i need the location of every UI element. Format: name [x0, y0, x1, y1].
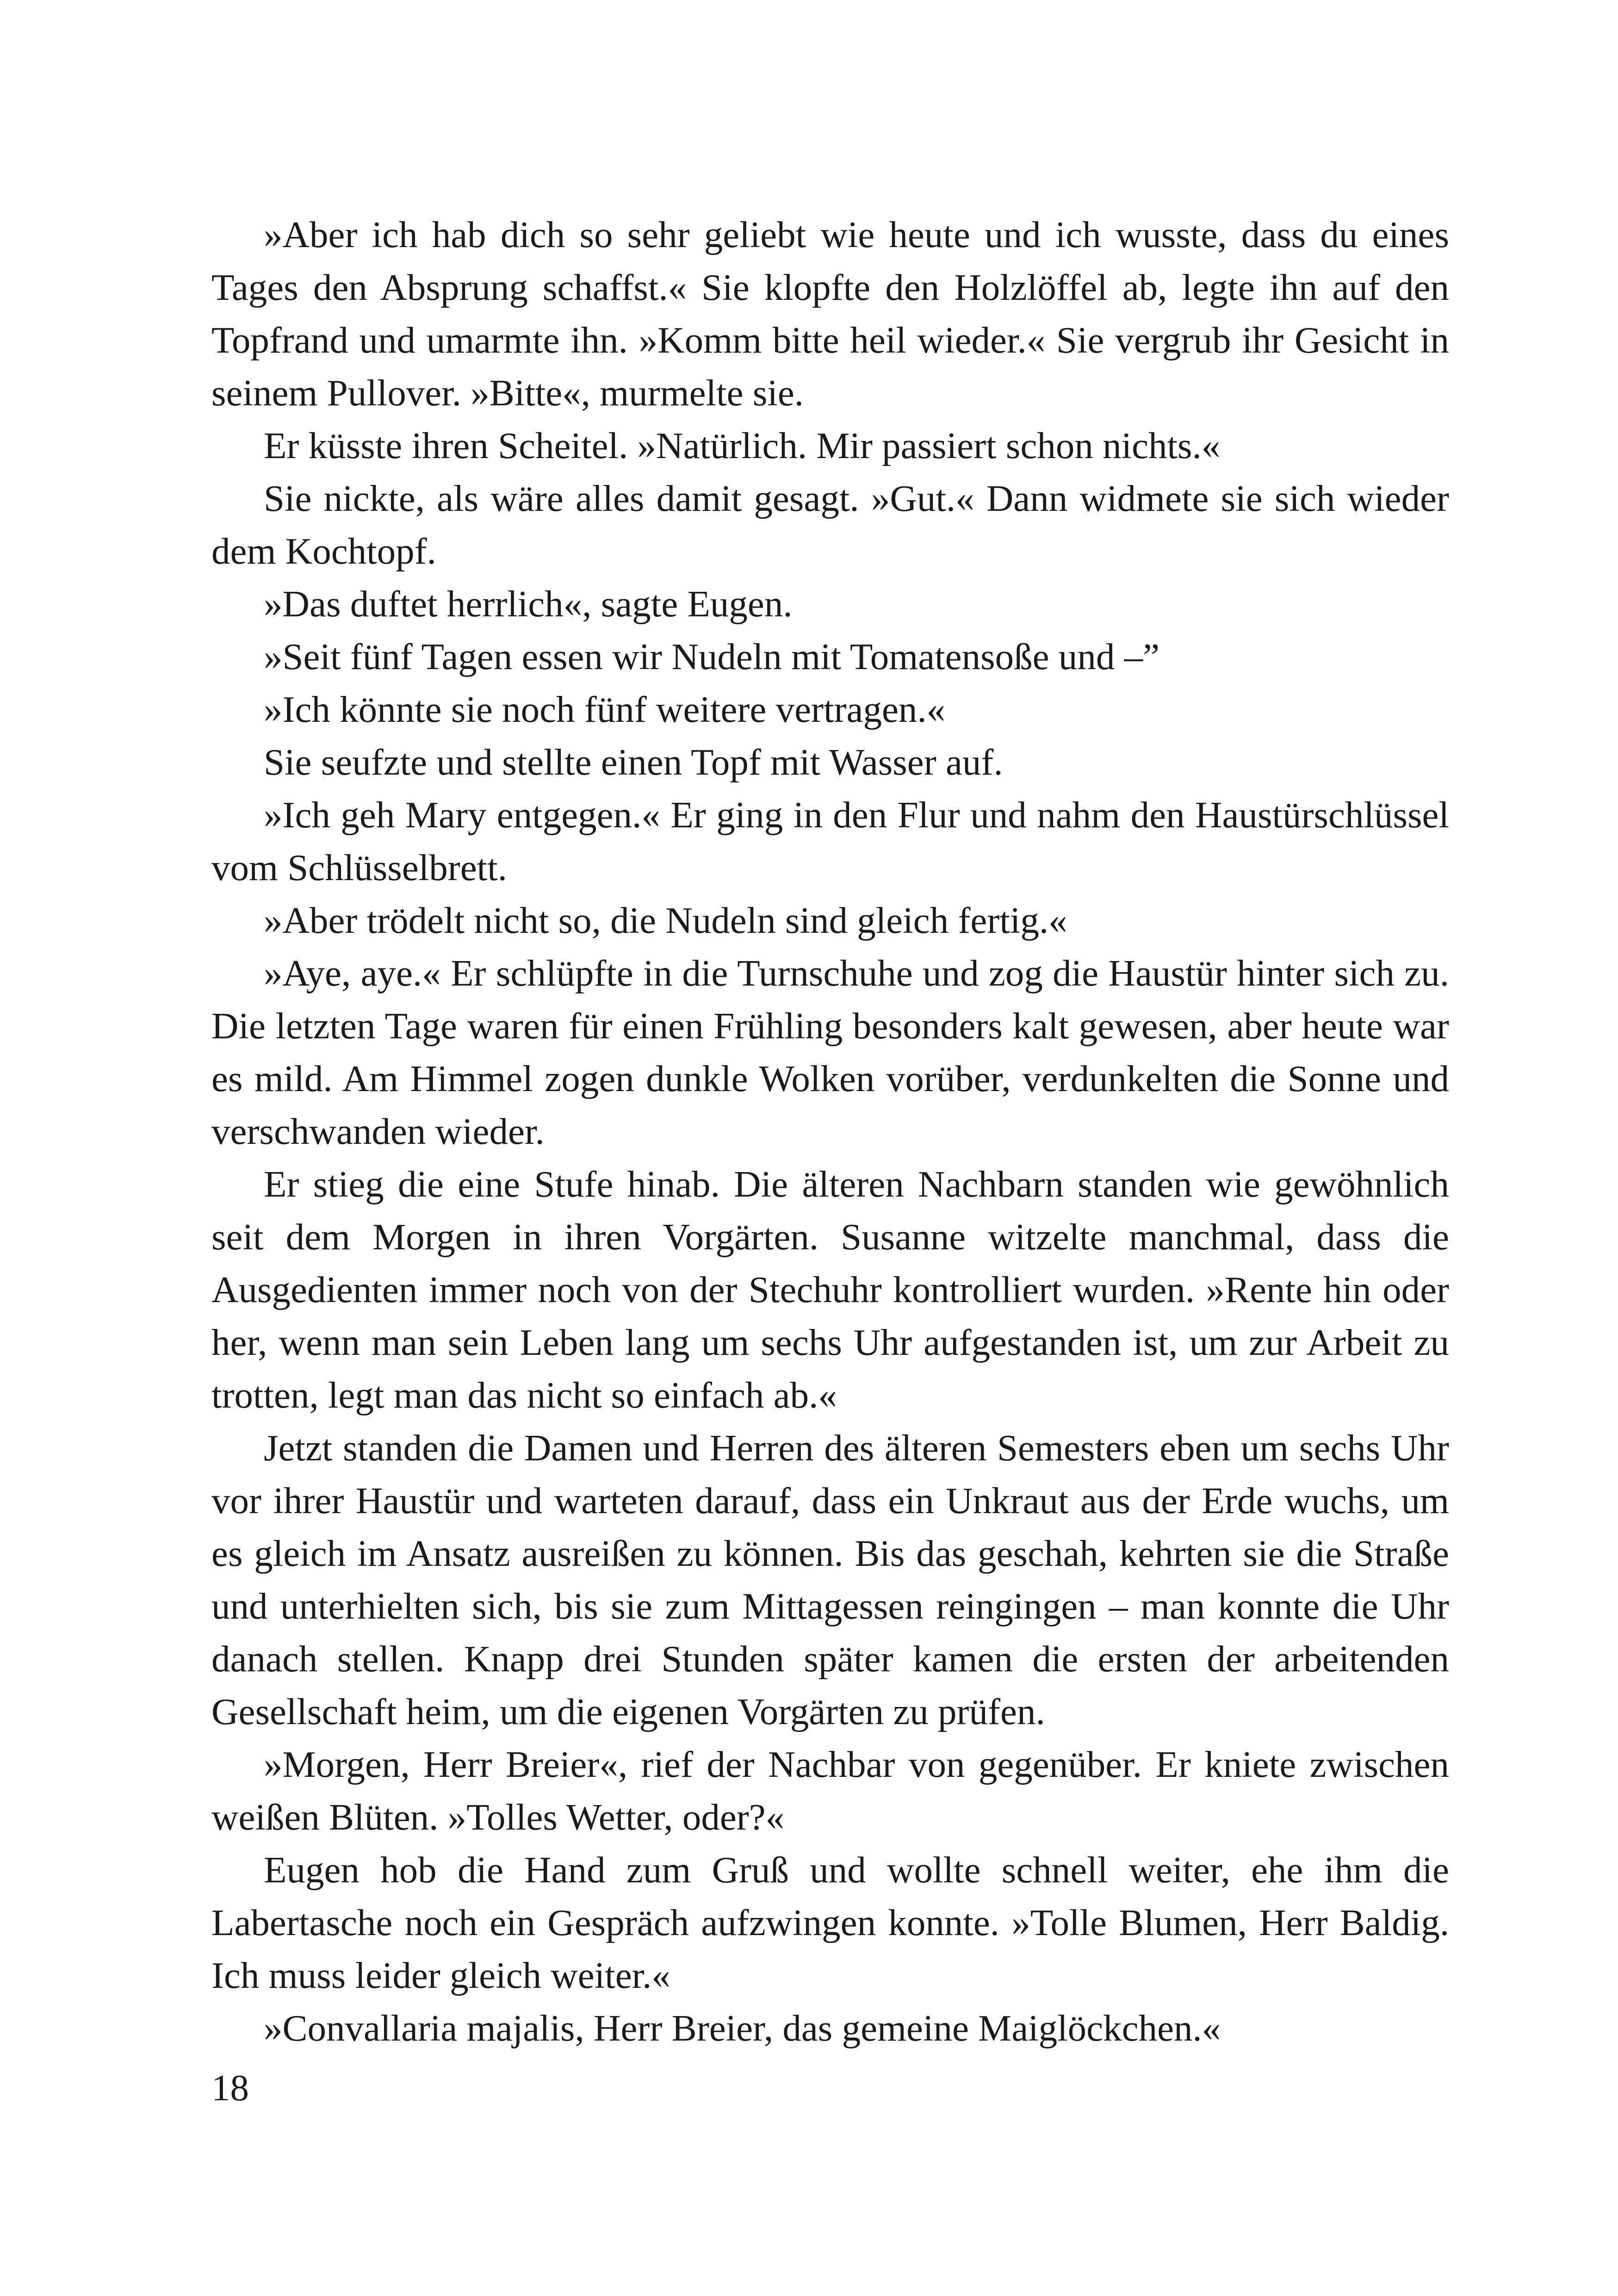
paragraph-2: Er küsste ihren Scheitel. »Natürlich. Mir passiert schon nichts.«: [264, 425, 1221, 466]
paragraph-4: »Das duftet herrlich«, sagte Eugen.: [264, 583, 793, 625]
paragraph-6: »Ich könnte sie noch fünf weitere vertragen.«: [264, 689, 946, 730]
paragraph-14: Eugen hob die Hand zum Gruß und wollte schnell weiter, ehe ihm die Labertasche noch ein Gespräch aufzwingen konnte. »Tolle Blumen, Herr Baldig. Ich muss leider gleich weiter.«: [211, 1849, 1449, 1996]
paragraph-8: »Ich geh Mary entgegen.« Er ging in den Flur und nahm den Haustürschlüssel vom Schlüsselbrett.: [211, 794, 1449, 888]
paragraph-1: »Aber ich hab dich so sehr geliebt wie heute und ich wusste, dass du eines Tages den Absprung schaffst.« Sie klopfte den Holzlöffel ab, legte ihn auf den Topfrand und umarmte ihn. »Komm bitte heil wieder.« Sie vergrub ihr Gesicht in seinem Pullover. »Bitte«, murmelte sie.: [211, 214, 1449, 414]
paragraph-5: »Seit fünf Tagen essen wir Nudeln mit Tomatensoße und –”: [264, 636, 1160, 677]
page-number: 18: [211, 2067, 249, 2109]
paragraph-3: Sie nickte, als wäre alles damit gesagt. »Gut.« Dann widmete sie sich wieder dem Kochtopf.: [211, 478, 1449, 572]
paragraph-9: »Aber trödelt nicht so, die Nudeln sind gleich fertig.«: [264, 900, 1067, 941]
paragraph-15: »Convallaria majalis, Herr Breier, das gemeine Maiglöckchen.«: [264, 2007, 1221, 2049]
paragraph-13: »Morgen, Herr Breier«, rief der Nachbar von gegenüber. Er kniete zwischen weißen Blüten. »Tolles Wetter, oder?«: [211, 1744, 1449, 1838]
paragraph-7: Sie seufzte und stellte einen Topf mit Wasser auf.: [264, 741, 1003, 783]
body-text: [211, 208, 1449, 2054]
paragraph-11: Er stieg die eine Stufe hinab. Die älteren Nachbarn standen wie gewöhnlich seit dem Morgen in ihren Vorgärten. Susanne witzelte manchmal, dass die Ausgedienten immer noch von der Stechuhr kontrolliert wurden. »Rente hin oder her, wenn man sein Leben lang um sechs Uhr aufgestanden ist, um zur Arbeit zu trotten, legt man das nicht so einfach ab.«: [211, 1163, 1449, 1416]
paragraph-12: Jetzt standen die Damen und Herren des älteren Semesters eben um sechs Uhr vor ihrer Haustür und warteten darauf, dass ein Unkraut aus der Erde wuchs, um es gleich im Ansatz ausreißen zu können. Bis das geschah, kehrten sie die Straße und unterhielten sich, bis sie zum Mittagessen reingingen – man konnte die Uhr danach stellen. Knapp drei Stunden später kamen die ersten der arbeitenden Gesellschaft heim, um die eigenen Vorgärten zu prüfen.: [211, 1427, 1449, 1732]
paragraph-10: »Aye, aye.« Er schlüpfte in die Turnschuhe und zog die Haustür hinter sich zu. Die letzten Tage waren für einen Frühling besonders kalt gewesen, aber heute war es mild. Am Himmel zogen dunkle Wolken vorüber, verdunkelten die Sonne und verschwanden wieder.: [211, 952, 1449, 1152]
